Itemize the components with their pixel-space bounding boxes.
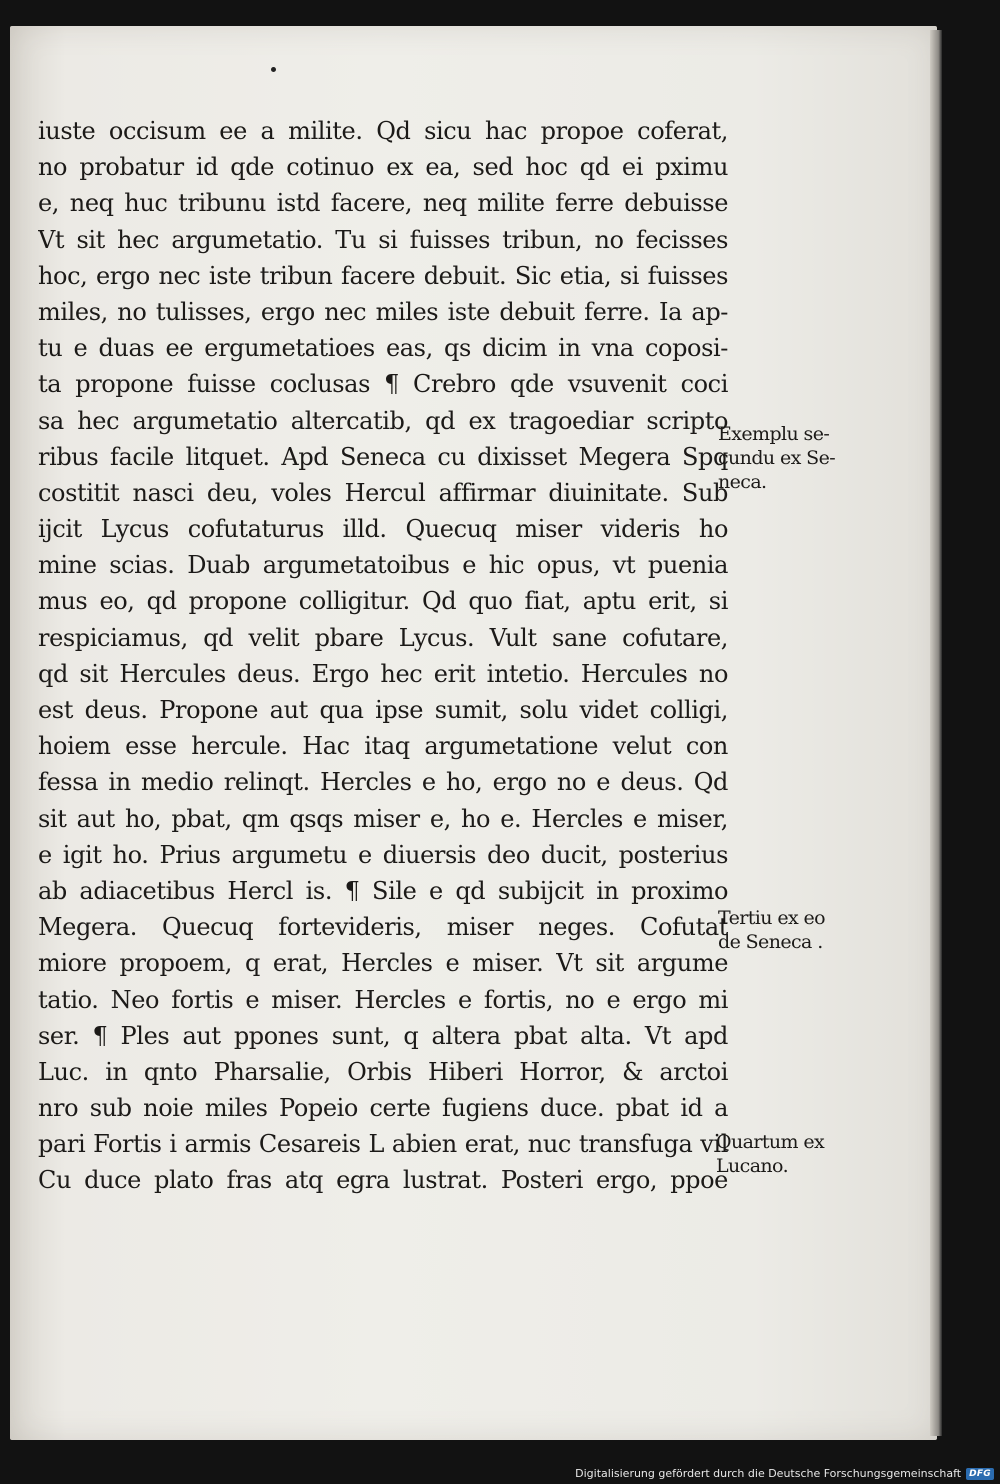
text-line: tatio. Neo fortis e miser. Hercles e fortis, no e ergo mi (38, 985, 728, 1014)
margin-note-1 (718, 422, 835, 494)
text-line: ab adiacetibus Hercl is. ¶ Sile e qd subijcit in proximo (38, 876, 728, 905)
margin-note-line: neca. (718, 471, 767, 493)
text-line: est deus. Propone aut qua ipse sumit, solu videt colligi, (38, 696, 728, 724)
text-line: tu e duas ee ergumetatioes eas, qs dicim in vna coposi- (38, 334, 728, 363)
digitization-footer (575, 1467, 994, 1480)
text-line: ribus facile litquet. Apd Seneca cu dixisset Megera Spq (38, 442, 728, 471)
text-line: respiciamus, qd velit pbare Lycus. Vult sane cofutare, (38, 623, 728, 652)
text-line: Luc. in qnto Pharsalie, Orbis Hiberi Horror, & arctoi (38, 1057, 728, 1086)
text-line: costitit nasci deu, voles Hercul affirmar diuinitate. Sub (38, 478, 728, 507)
dfg-logo: DFG (966, 1468, 994, 1480)
text-line: miore propoem, q erat, Hercles e miser. Vt sit argume (38, 949, 728, 978)
text-line: hoiem esse hercule. Hac itaq argumetatione velut con (38, 732, 728, 761)
text-line: hoc, ergo nec iste tribun facere debuit. Sic etia, si fuisses (38, 261, 728, 290)
margin-note-3 (716, 1130, 824, 1178)
margin-note-line: cundu ex Se- (718, 447, 836, 469)
text-line: sit aut ho, pbat, qm qsqs miser e, ho e. Hercles e miser, (38, 804, 728, 833)
margin-note-line: Quartum ex (716, 1131, 825, 1153)
text-line: mus eo, qd propone colligitur. Qd quo fiat, aptu erit, si (38, 587, 728, 616)
margin-note-line: de Seneca . (718, 931, 823, 953)
text-line: ta propone fuisse coclusas ¶ Crebro qde vsuvenit coci (38, 370, 728, 399)
margin-note-line: Tertiu ex eo (718, 907, 825, 929)
text-line: ijcit Lycus cofutaturus illd. Quecuq miser videris ho (38, 515, 728, 544)
page-edge (930, 30, 942, 1436)
text-line: e, neq huc tribunu istd facere, neq milite ferre debuisse (38, 189, 728, 218)
text-line: no probatur id qde cotinuo ex ea, sed hoc qd ei pximu (38, 153, 728, 182)
text-line: Vt sit hec argumetatio. Tu si fuisses tribun, no fecisses (38, 225, 728, 254)
text-line: iuste occisum ee a milite. Qd sicu hac propoe coferat, (38, 117, 728, 145)
text-line: fessa in medio relinqt. Hercles e ho, ergo no e deus. Qd (38, 768, 728, 797)
margin-note-line: Exemplu se- (718, 423, 830, 445)
text-line: sa hec argumetatio altercatib, qd ex tragoediar scripto (38, 406, 728, 435)
text-line: Cu duce plato fras atq egra lustrat. Posteri ergo, ppoe (38, 1166, 728, 1195)
text-line: pari Fortis i armis Cesareis L abien erat, nuc transfuga vil (38, 1130, 728, 1159)
ink-mark (271, 67, 276, 72)
funding-credit: Digitalisierung gefördert durch die Deutsche Forschungsgemeinschaft (575, 1467, 962, 1480)
text-line: Megera. Quecuq fortevideris, miser neges. Cofutat (38, 913, 728, 942)
main-text-block (38, 113, 728, 1199)
text-line: e igit ho. Prius argumetu e diuersis deo ducit, posterius (38, 840, 728, 869)
text-line: ser. ¶ Ples aut ppones sunt, q altera pbat alta. Vt apd (38, 1021, 728, 1050)
margin-note-2 (718, 906, 825, 954)
text-line: qd sit Hercules deus. Ergo hec erit intetio. Hercules no (38, 659, 728, 688)
text-line: nro sub noie miles Popeio certe fugiens duce. pbat id a (38, 1094, 728, 1123)
margin-note-line: Lucano. (716, 1155, 789, 1177)
text-line: mine scias. Duab argumetatoibus e hic opus, vt puenia (38, 551, 728, 580)
text-line: miles, no tulisses, ergo nec miles iste debuit ferre. Ia ap- (38, 297, 728, 326)
